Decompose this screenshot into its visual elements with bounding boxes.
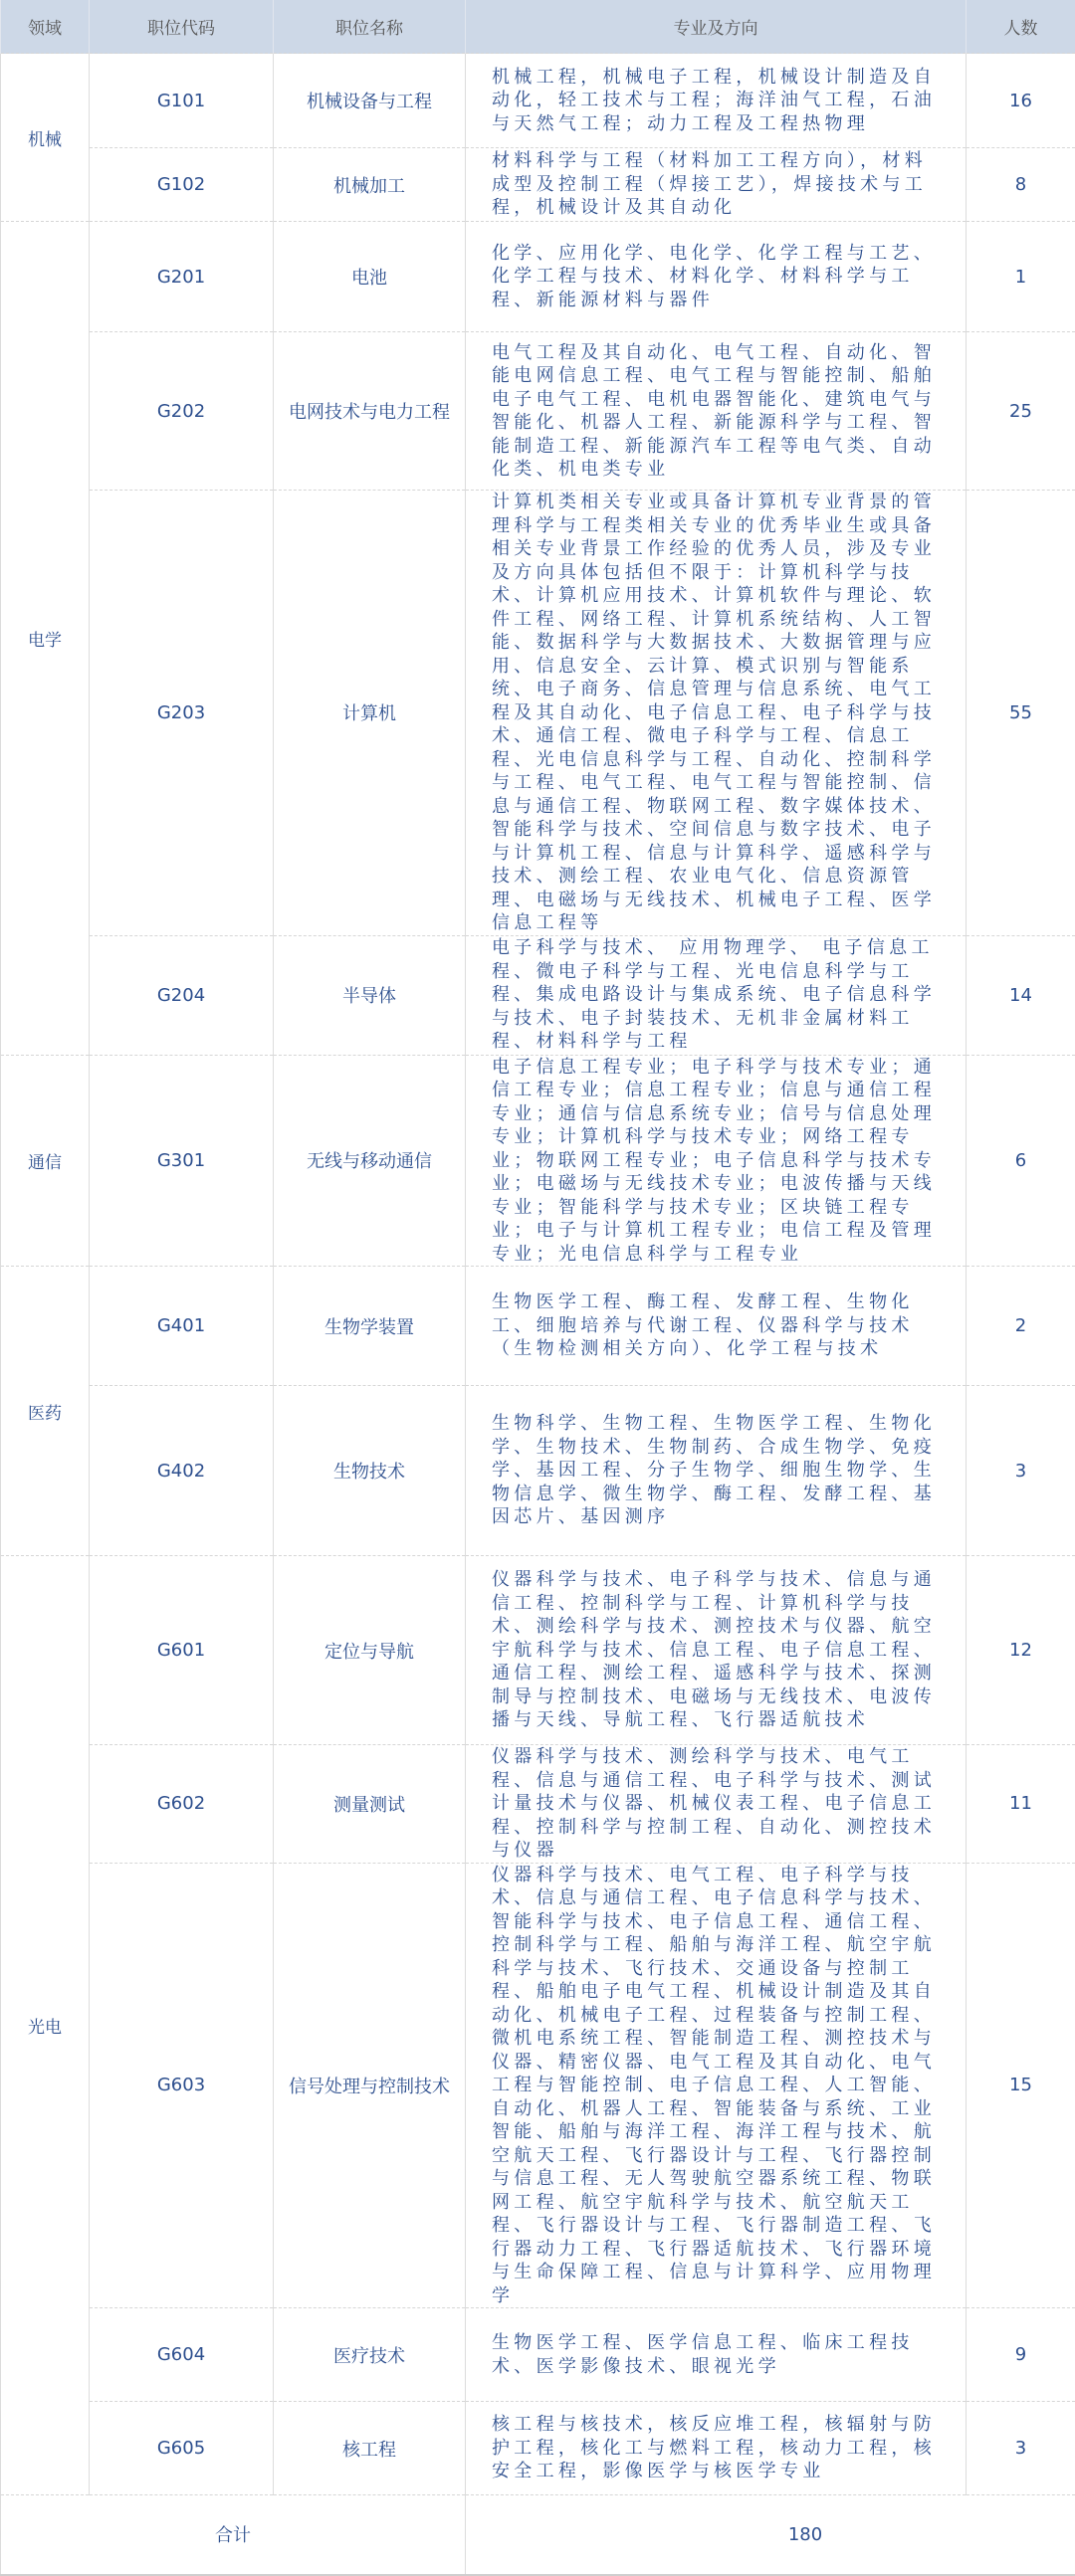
position-code: G101 bbox=[90, 54, 274, 148]
table-row bbox=[1, 2308, 1075, 2402]
headcount: 3 bbox=[967, 1386, 1075, 1556]
major-direction: 仪器科学与技术、电子科学与技术、信息与通信工程、控制科学与工程、计算机科学与技术、测绘科学与技术、测控技术与仪器、航空宇航科学与技术、信息工程、电子信息工程、通信工程、测绘工程、遥感科学与技术、探测制导与控制技术、电磁场与无线技术、电波传播与天线、导航工程、飞行器适航技术 bbox=[466, 1556, 967, 1745]
position-name: 无线与移动通信 bbox=[274, 1055, 466, 1267]
domain-cell: 机械 bbox=[1, 54, 90, 222]
position-name: 电池 bbox=[274, 222, 466, 332]
headcount: 1 bbox=[967, 222, 1075, 332]
major-direction: 材料科学与工程（材料加工工程方向），材料成型及控制工程（焊接工艺），焊接技术与工程，机械设计及其自动化 bbox=[466, 148, 967, 222]
position-name: 信号处理与控制技术 bbox=[274, 1863, 466, 2308]
position-name: 机械加工 bbox=[274, 148, 466, 222]
domain-cell: 电学 bbox=[1, 222, 90, 1056]
domain-cell: 通信 bbox=[1, 1055, 90, 1267]
headcount: 14 bbox=[967, 935, 1075, 1055]
headcount: 2 bbox=[967, 1267, 1075, 1386]
position-code: G202 bbox=[90, 332, 274, 491]
major-direction: 计算机类相关专业或具备计算机专业背景的管理科学与工程类相关专业的优秀毕业生或具备相关专业背景工作经验的优秀人员，涉及专业及方向具体包括但不限于：计算机科学与技术、计算机应用技术、计算机软件与理论、软件工程、网络工程、计算机系统结构、人工智能、数据科学与大数据技术、大数据管理与应用、信息安全、云计算、模式识别与智能系统、电子商务、信息管理与信息系统、电气工程及其自动化、电子信息工程、电子科学与技术、通信工程、微电子科学与工程、信息工程、光电信息科学与工程、自动化、控制科学与工程、电气工程、电气工程与智能控制、信息与通信工程、物联网工程、数字媒体技术、智能科学与技术、空间信息与数字技术、电子与计算机工程、信息与计算科学、遥感科学与技术、测绘工程、农业电气化、信息资源管理、电磁场与无线技术、机械电子工程、医学信息工程等 bbox=[466, 491, 967, 936]
header-code: 职位代码 bbox=[90, 0, 274, 54]
total-label: 合计 bbox=[1, 2495, 466, 2575]
position-code: G604 bbox=[90, 2308, 274, 2402]
domain-cell: 医药 bbox=[1, 1267, 90, 1556]
major-direction: 仪器科学与技术、测绘科学与技术、电气工程、信息与通信工程、电子科学与技术、测试计量技术与仪器、机械仪表工程、电子信息工程、控制科学与控制工程、自动化、测控技术与仪器 bbox=[466, 1745, 967, 1864]
position-name: 生物学装置 bbox=[274, 1267, 466, 1386]
table-row bbox=[1, 2402, 1075, 2495]
major-direction: 电子科学与技术、 应用物理学、 电子信息工程、微电子科学与工程、光电信息科学与工程、集成电路设计与集成系统、电子信息科学与技术、电子封装技术、无机非金属材料工程、材料科学与工程 bbox=[466, 935, 967, 1055]
table-row bbox=[1, 222, 1075, 332]
headcount: 8 bbox=[967, 148, 1075, 222]
position-code: G602 bbox=[90, 1745, 274, 1864]
table-row bbox=[1, 1055, 1075, 1267]
table-row bbox=[1, 1863, 1075, 2308]
domain-cell: 光电 bbox=[1, 1556, 90, 2495]
position-name: 计算机 bbox=[274, 491, 466, 936]
headcount: 3 bbox=[967, 2402, 1075, 2495]
position-code: G605 bbox=[90, 2402, 274, 2495]
position-name: 测量测试 bbox=[274, 1745, 466, 1864]
table-row bbox=[1, 332, 1075, 491]
position-code: G201 bbox=[90, 222, 274, 332]
major-direction: 生物医学工程、医学信息工程、临床工程技术、医学影像技术、眼视光学 bbox=[466, 2308, 967, 2402]
headcount: 55 bbox=[967, 491, 1075, 936]
position-name: 电网技术与电力工程 bbox=[274, 332, 466, 491]
headcount: 6 bbox=[967, 1055, 1075, 1267]
table-row bbox=[1, 491, 1075, 936]
headcount: 11 bbox=[967, 1745, 1075, 1864]
major-direction: 核工程与核技术，核反应堆工程，核辐射与防护工程，核化工与燃料工程，核动力工程，核安全工程，影像医学与核医学专业 bbox=[466, 2402, 967, 2495]
position-name: 半导体 bbox=[274, 935, 466, 1055]
header-major: 专业及方向 bbox=[466, 0, 967, 54]
table-row bbox=[1, 935, 1075, 1055]
position-name: 核工程 bbox=[274, 2402, 466, 2495]
major-direction: 仪器科学与技术、电气工程、电子科学与技术、信息与通信工程、电子信息科学与技术、智能科学与技术、电子信息工程、通信工程、控制科学与工程、船舶与海洋工程、航空宇航科学与技术、飞行技术、交通设备与控制工程、船舶电子电气工程、机械设计制造及其自动化、机械电子工程、过程装备与控制工程、微机电系统工程、智能制造工程、测控技术与仪器、精密仪器、电气工程及其自动化、电气工程与智能控制、电子信息工程、人工智能、自动化、机器人工程、智能装备与系统、工业智能、船舶与海洋工程、海洋工程与技术、航空航天工程、飞行器设计与工程、飞行器控制与信息工程、无人驾驶航空器系统工程、物联网工程、航空宇航科学与技术、航空航天工程、飞行器设计与工程、飞行器制造工程、飞行器动力工程、飞行器适航技术、飞行器环境与生命保障工程、信息与计算科学、应用物理学 bbox=[466, 1863, 967, 2308]
major-direction: 电气工程及其自动化、电气工程、自动化、智能电网信息工程、电气工程与智能控制、船舶电子电气工程、电机电器智能化、建筑电气与智能化、机器人工程、新能源科学与工程、智能制造工程、新能源汽车工程等电气类、自动化类、机电类专业 bbox=[466, 332, 967, 491]
table-row bbox=[1, 148, 1075, 222]
header-name: 职位名称 bbox=[274, 0, 466, 54]
position-code: G204 bbox=[90, 935, 274, 1055]
headcount: 15 bbox=[967, 1863, 1075, 2308]
header-count: 人数 bbox=[967, 0, 1075, 54]
major-direction: 生物医学工程、酶工程、发酵工程、生物化工、细胞培养与代谢工程、仪器科学与技术（生物检测相关方向）、化学工程与技术 bbox=[466, 1267, 967, 1386]
headcount: 12 bbox=[967, 1556, 1075, 1745]
headcount: 25 bbox=[967, 332, 1075, 491]
table-row bbox=[1, 1386, 1075, 1556]
headcount: 9 bbox=[967, 2308, 1075, 2402]
position-name: 生物技术 bbox=[274, 1386, 466, 1556]
position-code: G603 bbox=[90, 1863, 274, 2308]
position-name: 机械设备与工程 bbox=[274, 54, 466, 148]
total-value: 180 bbox=[466, 2495, 1075, 2575]
header-domain: 领域 bbox=[1, 0, 90, 54]
table-row bbox=[1, 1556, 1075, 1745]
major-direction: 机械工程，机械电子工程，机械设计制造及自动化，轻工技术与工程；海洋油气工程，石油与天然气工程；动力工程及工程热物理 bbox=[466, 54, 967, 148]
position-name: 医疗技术 bbox=[274, 2308, 466, 2402]
table-row bbox=[1, 54, 1075, 148]
major-direction: 生物科学、生物工程、生物医学工程、生物化学、生物技术、生物制药、合成生物学、免疫学、基因工程、分子生物学、细胞生物学、生物信息学、微生物学、酶工程、发酵工程、基因芯片、基因测序 bbox=[466, 1386, 967, 1556]
position-code: G402 bbox=[90, 1386, 274, 1556]
headcount: 16 bbox=[967, 54, 1075, 148]
total-row bbox=[1, 2495, 1075, 2575]
position-code: G601 bbox=[90, 1556, 274, 1745]
table-row bbox=[1, 1745, 1075, 1864]
position-code: G401 bbox=[90, 1267, 274, 1386]
table-row bbox=[1, 1267, 1075, 1386]
major-direction: 电子信息工程专业；电子科学与技术专业；通信工程专业；信息工程专业；信息与通信工程专业；通信与信息系统专业；信号与信息处理专业；计算机科学与技术专业；网络工程专业；物联网工程专业；电子信息科学与技术专业；电磁场与无线技术专业；电波传播与天线专业；智能科学与技术专业；区块链工程专业；电子与计算机工程专业；电信工程及管理专业；光电信息科学与工程专业 bbox=[466, 1055, 967, 1267]
position-code: G301 bbox=[90, 1055, 274, 1267]
major-direction: 化学、应用化学、电化学、化学工程与工艺、化学工程与技术、材料化学、材料科学与工程、新能源材料与器件 bbox=[466, 222, 967, 332]
position-code: G203 bbox=[90, 491, 274, 936]
position-name: 定位与导航 bbox=[274, 1556, 466, 1745]
position-code: G102 bbox=[90, 148, 274, 222]
header-row bbox=[1, 0, 1075, 54]
